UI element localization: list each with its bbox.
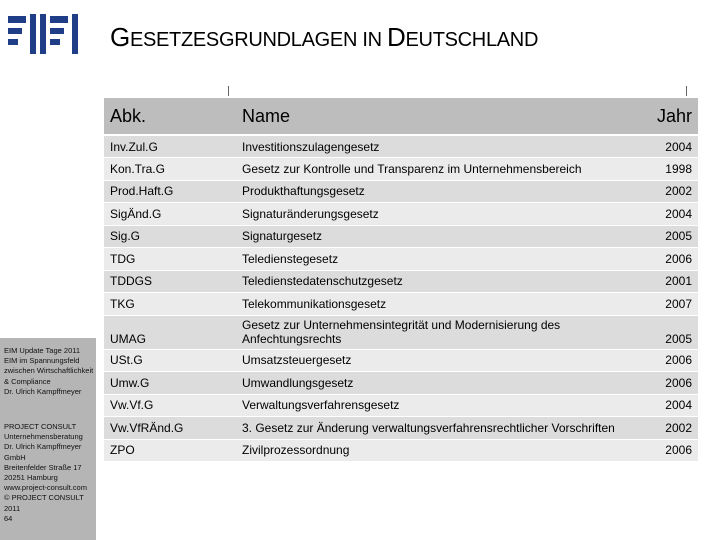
cell-name: Verwaltungsverfahrensgesetz <box>236 394 632 417</box>
event-line: EIM Update Tage 2011 <box>4 346 81 355</box>
project-consult-logo-icon <box>8 14 84 54</box>
cell-name: Umwandlungsgesetz <box>236 372 632 395</box>
company-line: PROJECT CONSULT Unternehmensberatung <box>4 422 83 442</box>
table-row <box>104 158 698 181</box>
table-row <box>104 203 698 226</box>
cell-abk: Vw.Vf.G <box>104 394 236 417</box>
cell-abk: ZPO <box>104 439 236 462</box>
table-row <box>104 349 698 372</box>
table-row <box>104 180 698 203</box>
cell-jahr: 1998 <box>632 158 698 181</box>
cell-name: Teledienstedatenschutzgesetz <box>236 270 632 293</box>
table-header <box>104 98 698 135</box>
page-title <box>110 22 538 53</box>
event-line: EIM im Spannungsfeld zwischen Wirtschaftlichkeit & Compliance <box>4 356 94 386</box>
cell-abk: Umw.G <box>104 372 236 395</box>
cell-jahr: 2006 <box>632 349 698 372</box>
table-row <box>104 225 698 248</box>
title-cap-1: G <box>110 22 130 52</box>
cell-abk: Inv.Zul.G <box>104 135 236 158</box>
table-row <box>104 248 698 271</box>
cell-abk: TDG <box>104 248 236 271</box>
page-number: 64 <box>4 513 13 523</box>
cell-abk: UMAG <box>104 315 236 349</box>
laws-table <box>104 98 698 462</box>
cell-abk: Sig.G <box>104 225 236 248</box>
company-line: Dr. Ulrich Kampffmeyer GmbH <box>4 442 82 462</box>
table-row <box>104 315 698 349</box>
cell-name: Teledienstegesetz <box>236 248 632 271</box>
cell-jahr: 2007 <box>632 293 698 316</box>
table-row <box>104 293 698 316</box>
company-info <box>4 422 94 524</box>
cell-name: Umsatzsteuergesetz <box>236 349 632 372</box>
cell-abk: USt.G <box>104 349 236 372</box>
event-info <box>4 346 94 397</box>
table-row <box>104 372 698 395</box>
cell-name: Gesetz zur Kontrolle und Transparenz im Unternehmensbereich <box>236 158 632 181</box>
title-cap-2: D <box>387 22 406 52</box>
cell-name: Signaturgesetz <box>236 225 632 248</box>
company-line: 20251 Hamburg <box>4 473 58 483</box>
cell-jahr: 2002 <box>632 417 698 440</box>
cell-abk: Vw.VfRÄnd.G <box>104 417 236 440</box>
header-jahr: Jahr <box>632 98 698 135</box>
header-name: Name <box>236 98 632 135</box>
cell-jahr: 2006 <box>632 439 698 462</box>
event-line: Dr. Ulrich Kampffmeyer <box>4 386 82 396</box>
cell-name: Telekommunikationsgesetz <box>236 293 632 316</box>
company-line: Breitenfelder Straße 17 <box>4 462 82 472</box>
header-abk: Abk. <box>104 98 236 135</box>
cell-name: 3. Gesetz zur Änderung verwaltungsverfahrensrechtlicher Vorschriften <box>236 417 632 440</box>
cell-jahr: 2002 <box>632 180 698 203</box>
table-row <box>104 135 698 158</box>
cell-jahr: 2001 <box>632 270 698 293</box>
cell-jahr: 2004 <box>632 135 698 158</box>
cell-name: Signaturänderungsgesetz <box>236 203 632 226</box>
table-row <box>104 270 698 293</box>
title-part-2: EUTSCHLAND <box>405 29 539 51</box>
cell-jahr: 2006 <box>632 372 698 395</box>
cell-abk: Kon.Tra.G <box>104 158 236 181</box>
cell-name: Gesetz zur Unternehmensintegrität und Modernisierung des Anfechtungsrechts <box>236 315 632 349</box>
divider-tick <box>686 86 687 96</box>
title-part-1: ESETZESGRUNDLAGEN IN <box>129 29 388 51</box>
cell-jahr: 2005 <box>632 315 698 349</box>
cell-abk: Prod.Haft.G <box>104 180 236 203</box>
cell-name: Investitionszulagengesetz <box>236 135 632 158</box>
company-line: © PROJECT CONSULT 2011 <box>4 493 84 513</box>
cell-name: Zivilprozessordnung <box>236 439 632 462</box>
table-row <box>104 394 698 417</box>
cell-jahr: 2006 <box>632 248 698 271</box>
cell-jahr: 2004 <box>632 394 698 417</box>
company-line: www.project-consult.com <box>4 483 87 493</box>
cell-abk: SigÄnd.G <box>104 203 236 226</box>
table-row <box>104 439 698 462</box>
cell-jahr: 2004 <box>632 203 698 226</box>
cell-name: Produkthaftungsgesetz <box>236 180 632 203</box>
cell-jahr: 2005 <box>632 225 698 248</box>
divider-tick <box>228 86 229 96</box>
table-row <box>104 417 698 440</box>
cell-abk: TDDGS <box>104 270 236 293</box>
cell-abk: TKG <box>104 293 236 316</box>
